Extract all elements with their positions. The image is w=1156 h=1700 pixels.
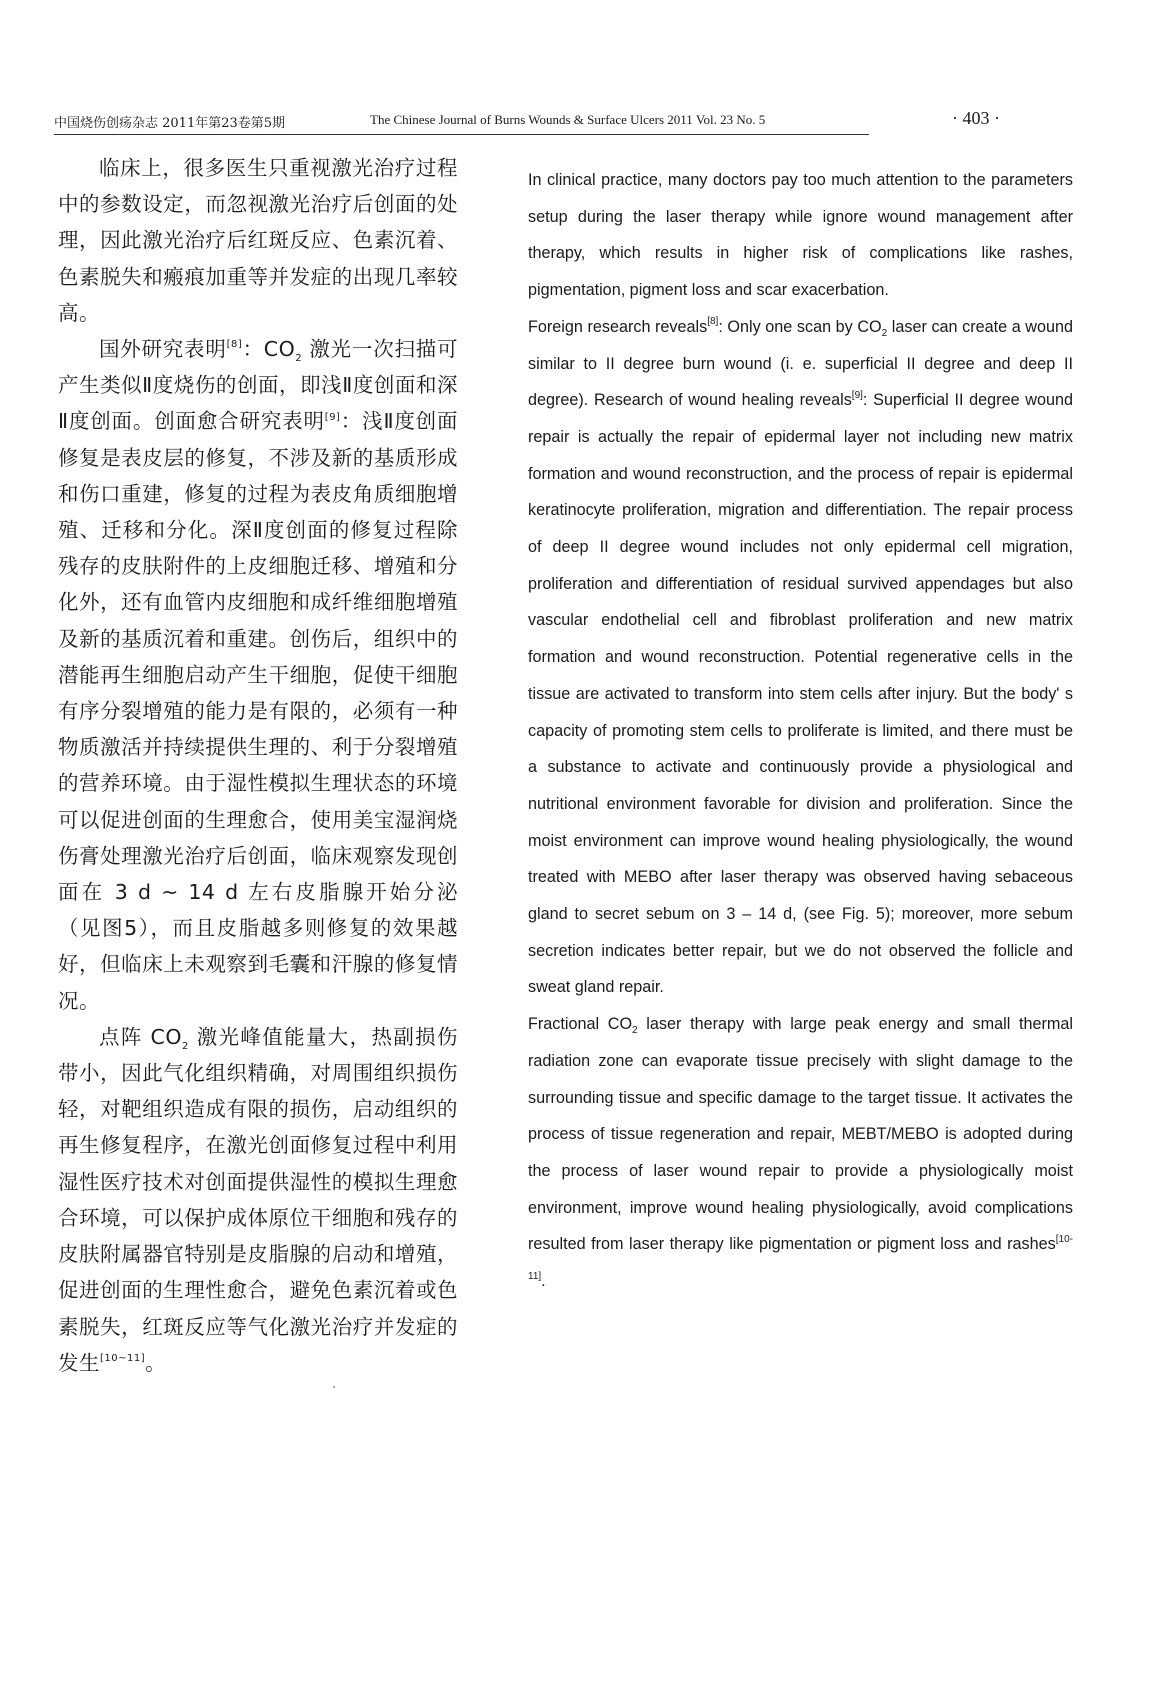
en-paragraph-1: In clinical practice, many doctors pay too much attention to the parameters setup during the laser therapy while ignore wound management after therapy, which results in higher risk of complications like rashes, pigmentation, pigment loss and scar exacerbation. [528, 171, 1073, 300]
page-number: · 403 · [952, 108, 1000, 128]
cn-p3-text-a: 点阵 CO [99, 1024, 182, 1049]
subscript: 2 [632, 1025, 638, 1037]
en-paragraph-3 [528, 1006, 1073, 1300]
citation: [10~11] [100, 1352, 146, 1364]
subscript: 2 [295, 353, 303, 365]
en-p3-text-c: . [541, 1272, 546, 1291]
cn-p3-text-c: 。 [145, 1350, 167, 1375]
en-p2-text-b: : Only one scan by CO [718, 317, 882, 336]
cn-paragraph-3 [58, 1019, 458, 1381]
subscript: 2 [182, 1040, 189, 1052]
citation: [10-11] [528, 1234, 1073, 1282]
running-header [54, 108, 1054, 134]
english-column [528, 162, 1073, 1300]
en-p2-text-a: Foreign research reveals [528, 317, 708, 336]
citation: [9] [324, 411, 341, 423]
cn-p2-text-d: ：浅Ⅱ度创面修复是表皮层的修复，不涉及新的基质形成和伤口重建，修复的过程为表皮角质细胞增殖、迁移和分化。深Ⅱ度创面的修复过程除残存的皮肤附件的上皮细胞迁移、增殖和分化外，还有血管内皮细胞和成纤维细胞增殖及新的基质沉着和重建。创伤后，组织中的潜能再生细胞启动产生干细胞，促使干细胞有序分裂增殖的能力是有限的，必须有一种物质激活并持续提供生理的、利于分裂增殖的营养环境。由于湿性模拟生理状态的环境可以促进创面的生理愈合，使用美宝湿润烧伤膏处理激光治疗后创面，临床观察发现创面在 3 d ~ 14 d 左右皮脂腺开始分泌（见图5），而且皮脂越多则修复的效果越好，但临床上未观察到毛囊和汗腺的修复情况。 [58, 409, 458, 1013]
subscript: 2 [881, 328, 888, 340]
en-p3-text-a: Fractional CO [528, 1015, 633, 1034]
en-p2-text-d: : Superficial II degree wound repair is actually the repair of epidermal layer not including new matrix formation and wound reconstruction, and the process of repair is epidermal keratinocyte proliferation, migration and differentiation. The repair process of deep II degree wound includes not only epidermal cell migration, proliferation and differentiation of residual survived appendages but also vascular endothelial cell and fibroblast proliferation and new matrix formation and wound reconstruction. Potential regenerative cells in the tissue are activated to transform into stem cells after injury. But the body' s capacity of promoting stem cells to proliferate is limited, and there must be a substance to activate and continuously provide a physiological and nutritional environment favorable for division and proliferation. Since the moist environment can improve wound healing physiologically, the wound treated with MEBO after laser therapy was observed having sebaceous gland to secret sebum on 3 – 14 d, (see Fig. 5); moreover, more sebum secretion indicates better repair, but we do not observed the follicle and sweat gland repair. [528, 391, 1073, 997]
cn-p2-text-b: ：CO [242, 337, 296, 362]
en-paragraph-2 [528, 309, 1073, 1006]
en-p3-text-b: laser therapy with large peak energy and small thermal radiation zone can evaporate tissue precisely with slight damage to the surrounding tissue and specific damage to the target tissue. It activates the process of tissue regeneration and repair, MEBT/MEBO is adopted during the process of laser wound repair to provide a physiologically moist environment, improve wound healing physiologically, avoid complications resulted from laser therapy like pigmentation or pigment loss and rashes [528, 1015, 1073, 1254]
cn-p3-text-b: 激光峰值能量大，热副损伤带小，因此气化组织精确，对周围组织损伤轻，对靶组织造成有限的损伤，启动组织的再生修复程序，在激光创面修复过程中利用湿性医疗技术对创面提供湿性的模拟生理愈合环境，可以保护成体原位干细胞和残存的皮肤附属器官特别是皮脂腺的启动和增殖，促进创面的生理性愈合，避免色素沉着或色素脱失，红斑反应等气化激光治疗并发症的发生 [58, 1024, 459, 1375]
scan-speck [333, 1386, 335, 1388]
cn-p2-text-c: 激光一次扫描可产生类似Ⅱ度烧伤的创面，即浅Ⅱ度创面和深Ⅱ度创面。创面愈合研究表明 [58, 337, 458, 434]
citation: [9] [851, 389, 863, 401]
cn-paragraph-2 [58, 331, 458, 1019]
journal-title-en: The Chinese Journal of Burns Wounds & Surface Ulcers 2011 Vol. 23 No. 5 [370, 112, 766, 127]
citation: [8] [707, 316, 719, 328]
header-rule [54, 134, 869, 135]
cn-paragraph-1: 临床上，很多医生只重视激光治疗过程中的参数设定，而忽视激光治疗后创面的处理，因此激光治疗后红斑反应、色素沉着、色素脱失和瘢痕加重等并发症的出现几率较高。 [58, 156, 458, 325]
en-p2-text-c: laser can create a wound similar to II degree burn wound (i. e. superficial II degree and deep II degree). Research of wound healing reveals [528, 317, 1073, 410]
journal-title-cn: 中国烧伤创疡杂志 2011年第23卷第5期 [54, 116, 286, 131]
chinese-column [58, 150, 458, 1381]
citation: [8] [226, 339, 243, 351]
cn-p2-text-a: 国外研究表明 [99, 337, 227, 362]
